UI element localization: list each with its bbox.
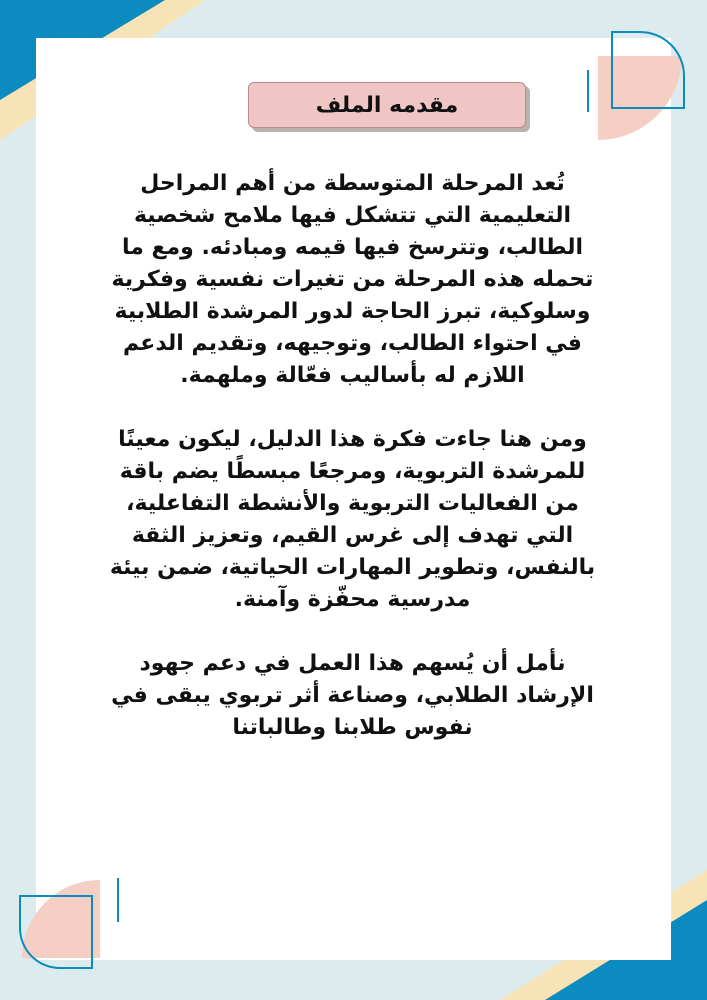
paragraph-1: تُعد المرحلة المتوسطة من أهم المراحل التعليمية التي تتشكل فيها ملامح شخصية الطالب، وتترسخ فيها قيمه ومبادئه. ومع ما تحمله هذه المرحلة من تغيرات نفسية وفكرية وسلوكية، تبرز الحاجة لدور المرشدة الطلابية في احتواء الطالب، وتوجيهه، وتقديم الدعم اللازم له بأساليب فعّالة وملهمة. (111, 171, 594, 388)
title-box (248, 82, 526, 128)
intro-body (100, 168, 605, 776)
page-title: مقدمه الملف (315, 92, 459, 118)
paragraph-2: ومن هنا جاءت فكرة هذا الدليل، ليكون معينًا للمرشدة التربوية، ومرجعًا مبسطًا يضم باقة من الفعاليات التربوية والأنشطة التفاعلية، التي تهدف إلى غرس القيم، وتعزيز الثقة بالنفس، وتطوير المهارات الحياتية، ضمن بيئة مدرسية محفّزة وآمنة. (109, 427, 596, 612)
paragraph-3: نأمل أن يُسهم هذا العمل في دعم جهود الإرشاد الطلابي، وصناعة أثر تربوي يبقى في نفوس طلابنا وطالباتنا (111, 651, 594, 740)
bottom-left-pink-quarter-circle (22, 880, 100, 958)
